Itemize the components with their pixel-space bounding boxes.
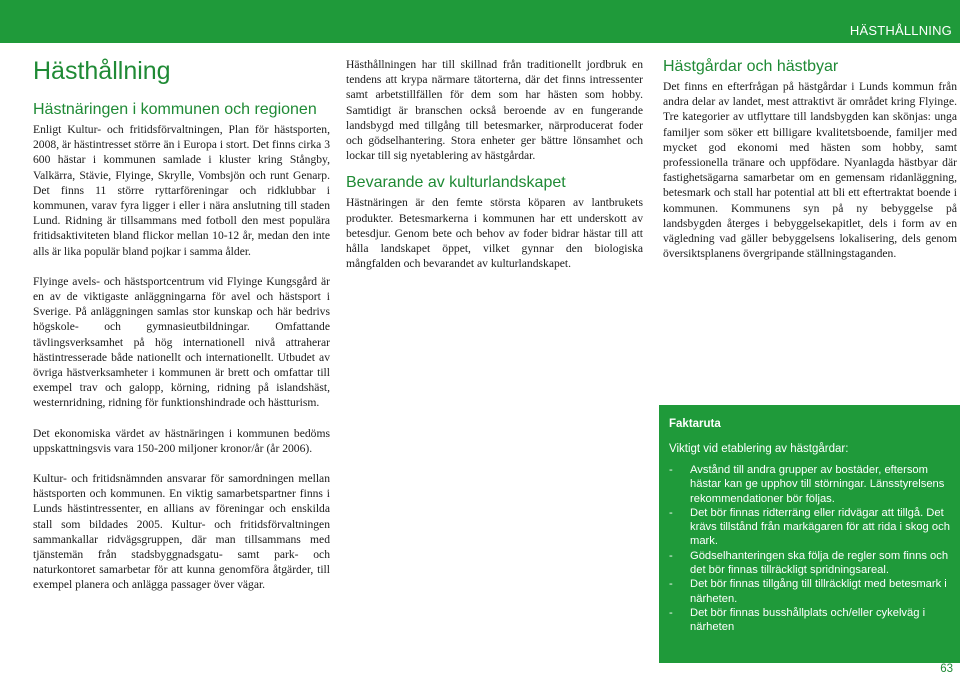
paragraph: Hästhållningen har till skillnad från traditionellt jordbruk en tendens att krypa närmare tätorterna, där det finns intressenter samt arbetstillfällen för dem som har hästen som hobby. Samtidigt är branschen också beroende av en fungerande landsbygd med tillgång till betesmarker, närproducerat foder och gödselhantering. Stora enheter ger bättre lönsamhet och lockar till sig nyetablering av hästgårdar. [346,58,643,163]
section-label: HÄSTHÅLLNING [849,23,952,38]
list-item-text: Det bör finnas busshållplats och/eller cykelväg i närheten [690,606,926,634]
list-item-text: Det bör finnas tillgång till tillräckligt med betesmark i närheten. [690,578,947,605]
dash-bullet: - [669,464,673,476]
list-item [669,506,954,549]
dash-bullet: - [669,549,673,562]
page-number: 63 [940,663,953,675]
heading-hastnaringen: Hästnäringen i kommunen och regionen [33,101,317,118]
paragraph: Enligt Kultur- och fritidsförvaltningen, Plan för hästsporten, 2008, är hästintresset större än i Europa i stort. Det finns cirka 3 600 hästar i kommunen samlade i kluster kring Stångby, Valkärra, Stävie, Flyinge, Skrylle, Vombsjön och runt Genarp. Det finns 11 större ryttarföreningar och ridklubbar i kommunen, varav fyra ligger i eller i nära anslutning till staden Lund. Ridning är tillsammans med fotboll den mest populära fritidsaktiviteten bland flickor mellan 10-12 år, medan den inte alls är lika populär bland pojkar i samma ålder. [33,123,330,258]
paragraph: Kultur- och fritidsnämnden ansvarar för samordningen mellan hästsporten och kommunen. En viktig samarbetspartner finns i Lunds hästintressenter, en allians av föreningar och enskilda stall som bildades 2005. Kultur- och fritidsförvaltningen sammankallar ridvägsgruppen, där man tillsammans med tjänstemän från stadsbyggnadsgatu- samt park- och naturkontoret samarbetar för att kunna genomföra åtgärder, till exempel planera och anlägga passager över vägar. [33,472,330,592]
fact-box-intro: Viktigt vid etablering av hästgårdar: [669,443,849,455]
paragraph: Flyinge avels- och hästsportcentrum vid Flyinge Kungsgård är en av de viktigaste anläggningarna för avel och hästsport i Sverige. På anläggningen samlas stor kunskap och här bedrivs högskole- och gymnasieutbildningar. Omfattande tävlingsverksamhet på hög internationell nivå attraherar hästintresserade både nationellt och internationellt. Utbudet av övriga hästverksamheter i kommunen är brett och omfattar till exempel trav och galopp, körning, ridning på islandshäst, westernridning, ridning för funktionshindrade och hästturism. [33,274,330,410]
paragraph: Det ekonomiska värdet av hästnäringen i kommunen bedöms uppskattningsvis vara 150-200 miljoner kronor/år (år 2006). [33,426,330,455]
dash-bullet: - [669,606,673,619]
fact-box-list [669,463,954,635]
list-item-text: Avstånd till andra grupper av bostäder, eftersom hästar kan ge upphov till störningar. Länsstyrelsens rekommendationer bör följas. [690,464,945,505]
list-item [669,463,954,506]
list-item [669,577,954,606]
list-item [669,549,954,578]
list-item [669,606,954,635]
fact-box [659,405,960,663]
dash-bullet: - [669,506,673,519]
column-3 [663,57,957,261]
paragraph: Det finns en efterfrågan på hästgårdar i Lunds kommun från andra delar av landet, mest attraktivt är området kring Flyinge. Tre kategorier av utflyttare till landsbygden kan skönjas: unga familjer som söker ett billigare kvalitetsboende, familjer med mycket god ekonomi med hästen som hobby, samt professionella tränare och uppfödare. Nyanlagda hästbyar där fastighetsägarna samarbetar om en gemensam ridanläggning, betesmark och stall har potential att bli ett eftertraktat boende i kommunen. Kommunens syn på ny bebyggelse på landsbygden återges i bebyggelsekapitlet, dels i form av en vägledning vad gäller bebyggelsens lokalisering, dels genom översiktsplanens övergripande ställningstaganden. [663,80,957,261]
column-2 [346,57,643,271]
paragraph: Hästnäringen är den femte största köparen av lantbrukets produkter. Betesmarkerna i kommunen har ett underskott av betesdjur. Genom bete och behov av foder bidrar hästar till att hålla landskapet öppet, vilket gynnar den biologiska mångfalden och bevarandet av kulturlandskapet. [346,196,643,271]
list-item-text: Det bör finnas ridterräng eller ridvägar att tillgå. Det krävs tillstånd från markägaren för att rida i skog och mark. [690,506,950,548]
column-1 [33,56,330,593]
header-bar [0,0,960,43]
heading-hastgardar: Hästgårdar och hästbyar [663,58,839,75]
dash-bullet: - [669,578,673,591]
page-title: Hästhållning [33,57,171,85]
fact-box-title: Faktaruta [669,418,721,430]
heading-kulturlandskapet: Bevarande av kulturlandskapet [346,174,566,192]
list-item-text: Gödselhanteringen ska följa de regler som finns och det bör finnas tillräckligt spridningsareal. [690,549,949,577]
